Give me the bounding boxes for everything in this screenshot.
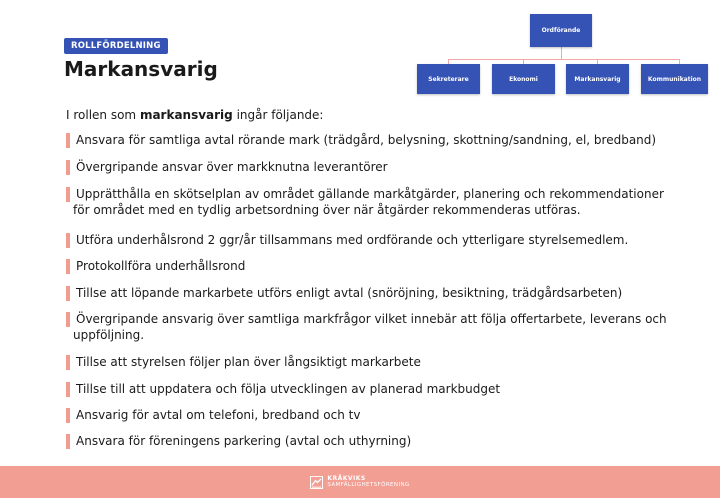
role-badge: ROLLFÖRDELNING [64, 38, 168, 54]
org-connector [448, 59, 680, 60]
org-connector [561, 47, 562, 59]
item-text: Tillse till att uppdatera och följa utvecklingen av planerad markbudget [76, 382, 501, 396]
item-text: Tillse att styrelsen följer plan över långsiktigt markarbete [76, 355, 421, 369]
list-item [66, 285, 706, 301]
list-item [66, 354, 706, 370]
item-text: Övergripande ansvarig över samtliga markfrågor vilket innebär att följa offertarbete, leverans och [76, 312, 667, 326]
item-text: Ansvarig för avtal om telefoni, bredband och tv [76, 408, 361, 422]
list-item [66, 258, 706, 274]
bullet-bar [66, 355, 70, 370]
list-item [66, 232, 706, 248]
item-text: Ansvara för samtliga avtal rörande mark (trädgård, belysning, skottning/sandning, el, bredband) [76, 133, 657, 147]
org-chart [414, 14, 710, 94]
list-item [66, 186, 706, 218]
item-text: Tillse att löpande markarbete utförs enligt avtal (snöröjning, besiktning, trädgårdsarbeten) [76, 286, 623, 300]
krakviks-logo-icon [310, 476, 323, 489]
org-box-root: Ordförande [530, 14, 592, 47]
list-item [66, 132, 706, 148]
org-box-ekonomi: Ekonomi [492, 64, 555, 94]
bullet-bar [66, 382, 70, 397]
intro-suffix: ingår följande: [232, 108, 324, 122]
logo-line2: SAMFÄLLIGHETSFÖRENING [327, 482, 410, 488]
bullet-bar [66, 259, 70, 274]
item-text-line2: uppföljning. [73, 328, 145, 342]
page-title: Markansvarig [64, 57, 218, 81]
item-text: Utföra underhålsrond 2 ggr/år tillsammans med ordförande och ytterligare styrelsemedlem. [76, 233, 629, 247]
org-box-kommunikation: Kommunikation [641, 64, 708, 94]
list-item [66, 159, 706, 175]
item-text-line2: för området med en tydlig arbetsordning över när åtgärder rekommenderas utföras. [73, 203, 581, 217]
footer-bar [0, 466, 720, 498]
footer-logo [310, 475, 409, 489]
list-item [66, 407, 706, 423]
bullet-bar [66, 187, 70, 202]
list-item [66, 311, 706, 343]
bullet-bar [66, 160, 70, 175]
item-text: Övergripande ansvar över markknutna leverantörer [76, 160, 388, 174]
bullet-bar [66, 133, 70, 148]
org-box-sekreterare: Sekreterare [417, 64, 480, 94]
bullet-bar [66, 233, 70, 248]
bullet-bar [66, 434, 70, 449]
item-text: Protokollföra underhållsrond [76, 259, 246, 273]
item-text: Upprätthålla en skötselplan av området gällande markåtgärder, planering och rekommendationer [76, 187, 664, 201]
intro-text [66, 108, 323, 122]
intro-role: markansvarig [139, 108, 233, 122]
org-box-markansvarig: Markansvarig [566, 64, 629, 94]
intro-prefix: I rollen som [66, 108, 140, 122]
list-item [66, 381, 706, 397]
logo-line1: KRÅKVIKS [327, 475, 366, 482]
list-item [66, 433, 706, 449]
item-text: Ansvara för föreningens parkering (avtal och uthyrning) [76, 434, 412, 448]
bullet-bar [66, 408, 70, 423]
bullet-bar [66, 286, 70, 301]
bullet-bar [66, 312, 70, 327]
